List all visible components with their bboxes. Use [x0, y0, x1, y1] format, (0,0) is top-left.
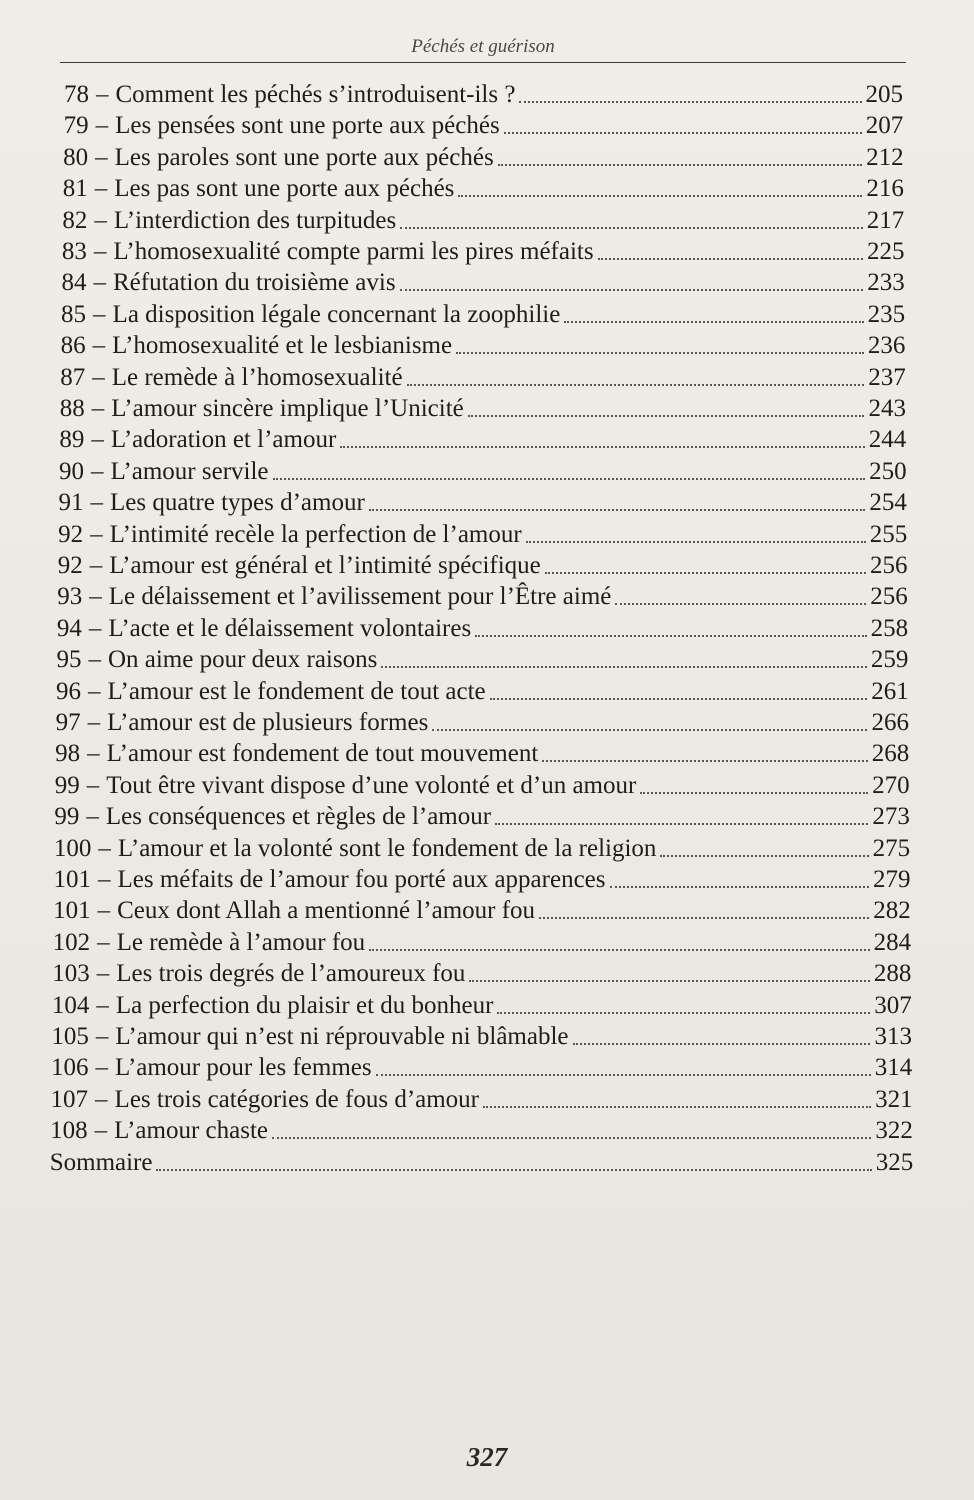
toc-entry-dash: – [92, 332, 106, 360]
toc-entry-page: 250 [869, 457, 907, 485]
toc-entry-dash: – [90, 457, 104, 485]
page-number: 327 [466, 1442, 508, 1472]
toc-entry [55, 739, 909, 769]
toc-entry-dash: – [95, 143, 108, 171]
toc-entry-page: 266 [871, 709, 909, 736]
toc-entry [50, 1116, 913, 1146]
toc-entry-title: Les trois degrés de l’amoureux fou [116, 960, 466, 988]
toc-entry [54, 834, 910, 864]
toc-entry-page: 282 [873, 897, 911, 925]
toc-entry-page: 270 [872, 771, 910, 799]
toc-entry [54, 802, 910, 832]
dot-leader [610, 886, 870, 888]
toc-entry [51, 1053, 912, 1083]
toc-entry-dash: – [87, 709, 101, 736]
dot-leader [456, 352, 864, 354]
toc-entry-page: 256 [870, 583, 908, 611]
toc-entry-page: 279 [873, 866, 911, 893]
toc-entry-page: 325 [875, 1148, 914, 1176]
toc-entry-page: 225 [866, 238, 905, 265]
toc-entry-page: 275 [872, 834, 911, 862]
toc-entry-title: L’amour qui n’est ni réprouvable ni blâmable [115, 1023, 569, 1050]
toc-entry-dash: – [96, 81, 109, 108]
toc-entry-title: Ceux dont Allah a mentionné l’amour fou [117, 897, 536, 925]
dot-leader [156, 1169, 871, 1171]
dot-leader [640, 792, 868, 794]
dot-leader [469, 980, 869, 982]
toc-entry-title: Les pas sont une porte aux péchés [114, 175, 455, 203]
toc-entry-number: 99 [54, 771, 80, 799]
toc-entry-title: Le remède à l’amour fou [116, 928, 366, 956]
toc-entry [56, 645, 908, 675]
dot-leader [400, 227, 863, 229]
toc-entry-dash: – [89, 583, 102, 611]
toc-entry-title: L’amour est fondement de tout mouvement [106, 740, 539, 768]
toc-entry-number: 83 [61, 238, 87, 265]
dot-leader [272, 1137, 871, 1139]
toc-entry-dash: – [94, 175, 108, 203]
toc-entry-title: Les trois catégories de fous d’amour [114, 1085, 480, 1113]
toc-entry [53, 928, 911, 958]
dot-leader [564, 321, 863, 323]
toc-entry-page: 216 [866, 175, 904, 203]
toc-entry-number: 96 [56, 677, 82, 705]
toc-entry-number: 94 [56, 614, 82, 642]
toc-entry-page: 268 [871, 740, 910, 768]
toc-entry [61, 268, 904, 298]
toc-entry-title: La disposition légale concernant la zoophilie [112, 300, 561, 328]
toc-entry-page: 243 [868, 395, 906, 422]
dot-leader [376, 1074, 871, 1076]
toc-entry-page: 217 [866, 206, 905, 234]
toc-entry-dash: – [91, 426, 104, 454]
toc-entry [53, 896, 911, 926]
toc-entry-dash: – [90, 489, 104, 517]
toc-entry-title: L’amour pour les femmes [114, 1054, 372, 1082]
toc-entry-page: 233 [867, 269, 905, 297]
toc-entry-number: 82 [62, 206, 88, 234]
toc-entry-number: 91 [58, 489, 84, 517]
toc-entry-page: 261 [871, 677, 909, 705]
toc-entry-dash: – [91, 395, 105, 422]
toc-entry-dash: – [95, 1023, 109, 1050]
toc-entry-number: 106 [50, 1054, 89, 1082]
dot-leader [475, 635, 866, 637]
toc-entry-title: Les paroles sont une porte aux péchés [114, 143, 494, 171]
toc-entry-dash: – [95, 1054, 108, 1082]
dot-leader [573, 1043, 871, 1045]
toc-entry-title: Tout être vivant dispose d’une volonté et d’un amour [106, 771, 637, 799]
dot-leader [407, 384, 865, 386]
toc-entry-dash: – [97, 897, 111, 925]
toc-entry [57, 582, 908, 612]
toc-entry-number: 95 [56, 646, 82, 674]
toc-entry-page: 244 [868, 426, 907, 454]
toc-entry-number: 78 [64, 81, 89, 108]
toc-entry-dash: – [93, 238, 107, 265]
toc-entry [58, 520, 907, 550]
toc-entry [63, 143, 903, 173]
toc-entry [64, 80, 903, 110]
dot-leader [519, 101, 861, 103]
toc-entry-dash: – [94, 1117, 108, 1145]
toc-entry-number: 92 [58, 520, 84, 548]
toc-entry-dash: – [93, 269, 106, 297]
toc-entry [56, 708, 909, 738]
dot-leader [490, 698, 868, 700]
toc-entry-number: 87 [60, 363, 86, 391]
toc-entry-number: 98 [55, 740, 81, 768]
toc-entry-dash: – [96, 960, 110, 988]
dot-leader [432, 729, 867, 731]
toc-entry-title: Le délaissement et l’avilissement pour l’Être aimé [108, 583, 612, 611]
dot-leader [340, 446, 865, 448]
toc-entry-page: 321 [875, 1085, 913, 1113]
toc-entry-page: 322 [875, 1117, 913, 1145]
toc-entry-number: 104 [51, 991, 90, 1019]
dot-leader [458, 195, 862, 197]
toc-entry-page: 207 [865, 112, 904, 140]
toc-entry-title: L’amour servile [110, 457, 269, 485]
toc-entry-dash: – [86, 771, 100, 799]
toc-entry-number: 97 [55, 709, 81, 736]
toc-entry-number: 84 [61, 269, 87, 297]
toc-entry [62, 237, 905, 267]
toc-entry [52, 991, 912, 1021]
dot-leader [468, 415, 865, 417]
toc-entry-number: 89 [59, 426, 85, 454]
toc-entry-number: 90 [58, 457, 84, 485]
dot-leader [273, 478, 866, 480]
toc-entry [50, 1148, 913, 1178]
dot-leader [542, 760, 867, 762]
toc-entry-title: L’amour est le fondement de tout acte [107, 677, 486, 705]
toc-entry-page: 256 [869, 552, 908, 579]
toc-entry-title: Les quatre types d’amour [110, 489, 365, 517]
dot-leader [497, 1012, 870, 1014]
toc-entry-dash: – [96, 991, 109, 1019]
toc-entry-number: 101 [53, 897, 91, 925]
toc-entry-title: L’adoration et l’amour [110, 426, 337, 454]
toc-entry-dash: – [93, 300, 106, 328]
toc-entry-page: 259 [870, 646, 909, 674]
toc-entry-title: La perfection du plaisir et du bonheur [115, 991, 494, 1019]
toc-entry [51, 1022, 912, 1052]
toc-entry-dash: – [88, 614, 102, 642]
toc-entry-page: 288 [873, 960, 912, 988]
toc-entry [64, 111, 904, 141]
toc-entry [58, 551, 908, 581]
toc-entry-page: 237 [868, 363, 906, 391]
dot-leader [615, 603, 866, 605]
toc-entry-title: Les conséquences et règles de l’amour [105, 803, 492, 831]
dot-leader [539, 917, 869, 919]
toc-entry-dash: – [94, 206, 107, 234]
toc-entry-dash: – [88, 646, 101, 674]
toc-entry-number: 85 [61, 300, 87, 328]
toc-entry-page: 313 [874, 1023, 912, 1050]
running-title: Péchés et guérison [411, 36, 555, 57]
toc-entry-number: 79 [63, 112, 89, 140]
toc-entry [61, 331, 906, 361]
toc-entry-title: L’amour est général et l’intimité spécifique [109, 552, 541, 579]
toc-entry [59, 488, 907, 518]
toc-entry-dash: – [95, 112, 109, 140]
toc-entry-title: Comment les péchés s’introduisent-ils ? [115, 81, 516, 108]
toc-entry-title: L’amour est de plusieurs formes [107, 709, 429, 736]
toc-entry-dash: – [86, 803, 99, 831]
toc-entry-page: 314 [874, 1054, 913, 1082]
toc-entry-page: 307 [874, 991, 912, 1019]
toc-entry-number: 81 [62, 175, 88, 203]
toc-entry [57, 614, 908, 644]
dot-leader [369, 949, 869, 951]
toc-entry-page: 254 [869, 489, 907, 517]
dot-leader [526, 541, 866, 543]
dot-leader [483, 1106, 871, 1108]
toc-entry-number: 105 [51, 1023, 89, 1050]
toc-entry-number: 80 [63, 143, 89, 171]
toc-entry-page: 236 [867, 332, 906, 360]
toc-entry-page: 235 [867, 300, 906, 328]
toc-entry-number: 92 [57, 552, 83, 579]
toc-entry-title: Réfutation du troisième avis [112, 269, 396, 297]
toc-entry-number: 88 [59, 395, 85, 422]
toc-entry-page: 205 [865, 81, 903, 108]
toc-entry-dash: – [88, 677, 101, 705]
toc-entry-number: 101 [53, 866, 91, 893]
dot-leader [400, 289, 864, 291]
toc-entry-title: L’amour chaste [114, 1117, 269, 1145]
toc-entry [60, 394, 906, 424]
toc-entry-dash: – [90, 520, 103, 548]
dot-leader [660, 855, 868, 857]
toc-entry-dash: – [92, 363, 105, 391]
toc-entry [59, 425, 906, 455]
toc-entry-page: 258 [870, 614, 909, 642]
toc-entry-number: 107 [50, 1085, 89, 1113]
toc-entry [54, 865, 911, 895]
dot-leader [545, 572, 866, 574]
dot-leader [498, 164, 862, 166]
toc-entry-number: 103 [52, 960, 90, 988]
dot-leader [598, 258, 863, 260]
toc-entry-title: Le remède à l’homosexualité [111, 363, 403, 391]
toc-entry-dash: – [87, 740, 100, 768]
toc-entry-dash: – [95, 1085, 108, 1113]
running-header [60, 32, 906, 63]
toc-entry-page: 284 [873, 928, 912, 956]
toc-entry [55, 771, 910, 801]
toc-entry-title: Sommaire [49, 1148, 153, 1176]
toc-entry [61, 300, 905, 330]
toc-entry-title: L’intimité recèle la perfection de l’amour [109, 520, 522, 548]
toc-entry-number: 86 [60, 332, 86, 360]
toc-entry-number: 102 [52, 928, 91, 956]
toc-entry-title: Les méfaits de l’amour fou porté aux apparences [117, 866, 606, 893]
toc-entry [59, 457, 907, 487]
dot-leader [381, 666, 867, 668]
toc-entry-dash: – [98, 866, 111, 893]
toc-entry-dash: – [98, 834, 111, 862]
toc-entry [62, 206, 904, 236]
toc-entry-dash: – [89, 552, 103, 579]
toc-entry-number: 99 [54, 803, 80, 831]
toc-entry-title: L’homosexualité et le lesbianisme [112, 332, 453, 360]
toc-entry [60, 363, 905, 393]
toc-entry-title: L’amour sincère implique l’Unicité [111, 395, 464, 422]
toc-entry-dash: – [97, 928, 110, 956]
toc-entry-number: 100 [53, 834, 92, 862]
toc-entry-page: 255 [869, 520, 908, 548]
toc-entry-title: L’acte et le délaissement volontaires [108, 614, 472, 642]
toc-entry [51, 1085, 913, 1115]
dot-leader [495, 823, 868, 825]
toc-entry-title: L’interdiction des turpitudes [113, 206, 397, 234]
toc-entry-number: 93 [57, 583, 83, 611]
toc-entry [56, 677, 909, 707]
dot-leader [504, 132, 862, 134]
toc-entry-number: 108 [50, 1117, 88, 1145]
toc-entry-page: 273 [872, 803, 910, 831]
toc-entry-title: On aime pour deux raisons [107, 646, 378, 674]
toc-entry-title: L’homosexualité compte parmi les pires méfaits [113, 238, 594, 265]
toc-entry [52, 959, 911, 989]
toc-entry [63, 174, 904, 204]
toc-entry-title: Les pensées sont une porte aux péchés [115, 112, 500, 140]
toc-entry-title: L’amour et la volonté sont le fondement de la religion [117, 834, 657, 862]
toc-entry-page: 212 [866, 143, 904, 171]
dot-leader [369, 509, 866, 511]
